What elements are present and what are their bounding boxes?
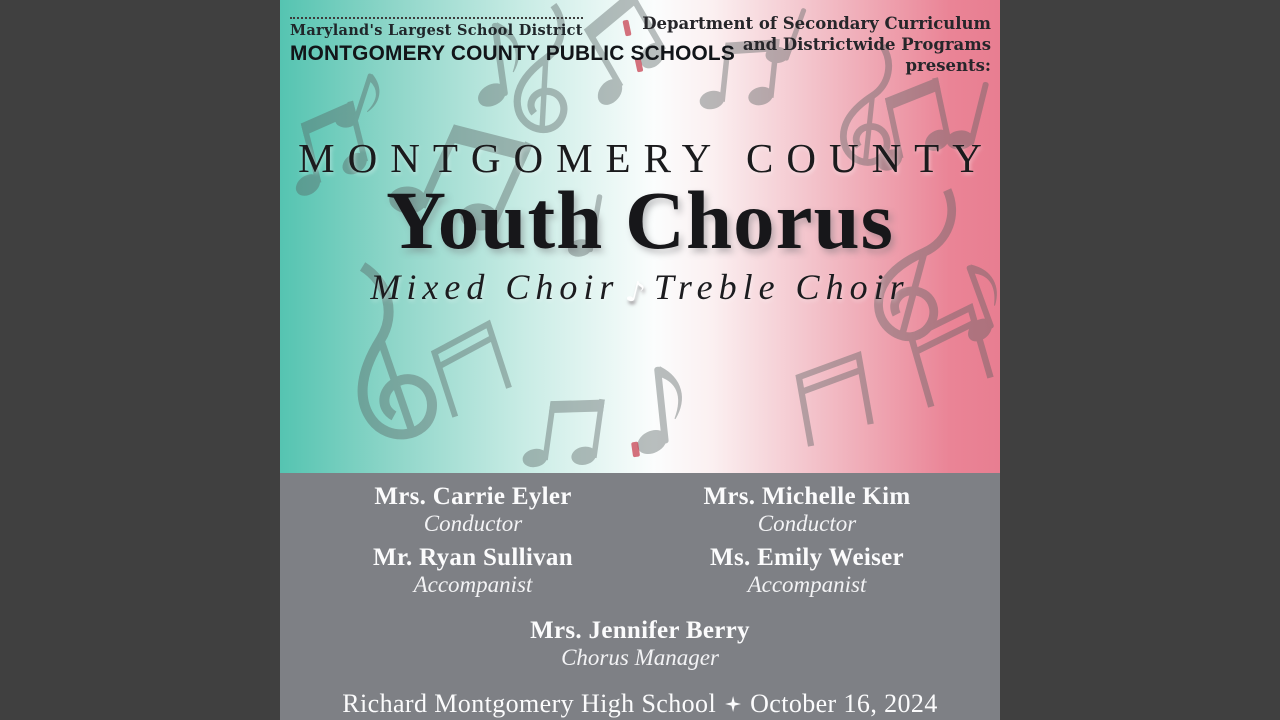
presenter-line2: and Districtwide Programs: [742, 35, 991, 54]
gradient-background: [280, 0, 1000, 473]
venue-text: Richard Montgomery High School: [342, 689, 717, 718]
credit-carrie-eyler: [306, 482, 640, 537]
letterbox-left: [0, 0, 280, 720]
presenter-text: [642, 13, 991, 76]
credit-name: Mrs. Michelle Kim: [703, 483, 911, 510]
concert-poster: [280, 0, 1000, 720]
date-text: October 16, 2024: [750, 689, 938, 718]
credits-grid: [280, 473, 1000, 677]
credit-ryan-sullivan: [306, 543, 640, 598]
choir-subtitle: [280, 266, 1000, 311]
credit-name: Mr. Ryan Sullivan: [373, 544, 573, 571]
presenter-line1: Department of Secondary Curriculum: [642, 14, 991, 33]
letterbox-right: [1000, 0, 1280, 720]
credit-role: Accompanist: [747, 572, 867, 597]
title-kicker: MONTGOMERY COUNTY: [298, 135, 995, 181]
credit-role: Conductor: [423, 511, 523, 536]
credit-emily-weiser: [640, 543, 974, 598]
credit-role: Conductor: [757, 511, 857, 536]
presenter-line3: presents:: [905, 56, 991, 75]
star-separator-icon: [725, 696, 741, 712]
credit-role: Accompanist: [413, 572, 533, 597]
page-title: Youth Chorus: [386, 174, 894, 266]
credit-name: Ms. Emily Weiser: [710, 544, 904, 571]
credit-michelle-kim: [640, 482, 974, 537]
credits-band: [280, 473, 1000, 720]
mcps-tagline: Maryland's Largest School District: [290, 17, 583, 39]
subtitle-treble-choir: Treble Choir: [653, 267, 910, 307]
venue-date-line: [280, 689, 1000, 719]
credit-name: Mrs. Carrie Eyler: [374, 483, 572, 510]
mcps-name: MONTGOMERY COUNTY PUBLIC SCHOOLS: [290, 41, 735, 65]
credit-jennifer-berry: [306, 616, 974, 671]
credit-name: Mrs. Jennifer Berry: [530, 617, 750, 644]
subtitle-mixed-choir: Mixed Choir: [370, 267, 620, 307]
note-separator-icon: ♪: [622, 273, 650, 311]
credit-role: Chorus Manager: [561, 645, 719, 670]
